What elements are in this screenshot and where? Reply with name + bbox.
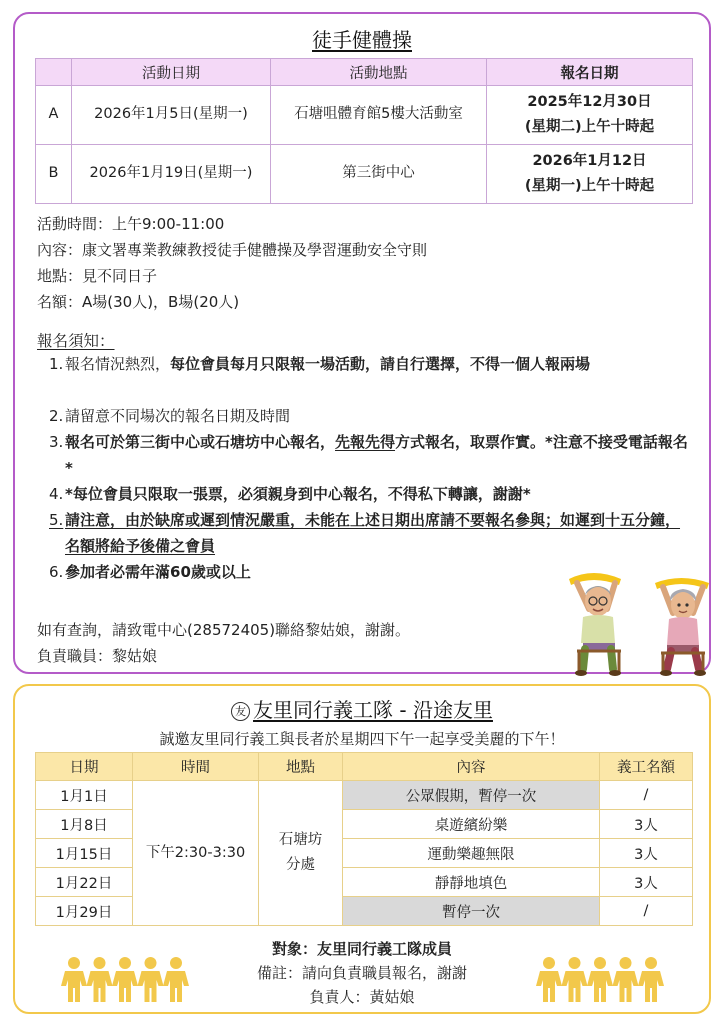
row-date: 1月15日 xyxy=(36,839,133,868)
person-figure-icon xyxy=(112,957,138,1002)
notice-bold-underline-text: 請注意，由於缺席或遲到情況嚴重，未能在上述日期出席請不要報名參與；如遲到十五分鐘，名額將給予後備之會員 xyxy=(65,511,681,555)
person-figure-icon xyxy=(587,957,613,1002)
venue-line2: 分處 xyxy=(286,857,315,873)
person-figure-icon xyxy=(638,957,664,1002)
session-venue: 石塘咀體育館5樓大活動室 xyxy=(271,86,487,145)
row-quota: 3人 xyxy=(600,868,693,897)
row-date: 1月1日 xyxy=(36,781,133,810)
section-title: 徒手健體操 xyxy=(312,28,412,52)
section-subtitle: 誠邀友里同行義工與長者於星期四下午一起享受美麗的下午！ xyxy=(159,730,565,748)
notice-text: 請留意不同場次的報名日期及時間 xyxy=(65,407,291,425)
row-date: 1月29日 xyxy=(36,897,133,926)
row-content: 桌遊繽紛樂 xyxy=(343,810,600,839)
table-header-row xyxy=(36,59,693,86)
registration-date-line1: 2026年1月12日 xyxy=(532,152,647,169)
row-quota: / xyxy=(600,781,693,810)
table-row xyxy=(36,145,693,204)
registration-date-line2: (星期一)上午十時起 xyxy=(524,178,655,194)
notice-title: 報名須知： xyxy=(37,332,115,350)
enquiry-text: 如有查詢，請致電中心(28572405)聯絡黎姑娘，謝謝。 xyxy=(37,621,411,639)
person-figure-icon xyxy=(61,957,87,1002)
staff-text: 負責職員：黎姑娘 xyxy=(37,647,158,665)
row-date: 1月8日 xyxy=(36,810,133,839)
notice-bold-text: 每位會員每月只限報一場活動，請自行選擇，不得一個人報兩場 xyxy=(170,355,591,373)
notice-item-3 xyxy=(49,429,689,481)
notice-bold-text: 參加者必需年滿60歲或以上 xyxy=(65,563,251,581)
registration-date xyxy=(487,86,693,145)
people-group-icon xyxy=(61,956,189,1004)
session-venue: 第三街中心 xyxy=(271,145,487,204)
notice-item-1 xyxy=(49,351,669,377)
elderly-exercise-icon xyxy=(563,569,721,681)
table-row xyxy=(36,86,693,145)
row-quota: 3人 xyxy=(600,839,693,868)
notice-number: 2. xyxy=(49,407,64,425)
exercise-section xyxy=(13,12,711,674)
table-header-date: 日期 xyxy=(36,753,133,781)
elderly-man-icon xyxy=(569,573,621,676)
row-content: 公眾假期，暫停一次 xyxy=(343,781,600,810)
table-header-blank xyxy=(36,59,72,86)
notice-bold-text: 報名可於第三街中心或石塘坊中心報名， xyxy=(65,433,336,451)
friend-badge-icon: 友 xyxy=(231,702,250,721)
volunteer-section xyxy=(13,684,711,1014)
notice-item-2 xyxy=(49,403,709,429)
notice-number: 1. xyxy=(49,355,64,373)
table-header-row xyxy=(36,753,693,781)
person-figure-icon xyxy=(536,957,562,1002)
notice-number: 3. xyxy=(49,433,64,451)
session-date: 2026年1月5日(星期一) xyxy=(72,86,271,145)
section-title xyxy=(15,694,709,723)
notice-item-5 xyxy=(49,507,689,559)
session-id: B xyxy=(36,145,72,204)
row-content: 暫停一次 xyxy=(343,897,600,926)
person-figure-icon xyxy=(613,957,639,1002)
row-content: 運動樂趣無限 xyxy=(343,839,600,868)
registration-date-line2: (星期二)上午十時起 xyxy=(524,119,655,135)
notice-number: 5. xyxy=(49,511,64,529)
notice-underline-text: 先報先得 xyxy=(335,433,396,451)
info-location: 地點：見不同日子 xyxy=(37,267,158,285)
info-quota: 名額：A場(30人)，B場(20人) xyxy=(37,293,240,311)
row-content: 靜靜地填色 xyxy=(343,868,600,897)
notice-bold-text: 方式報名，取票作實。*注意不接受電話報名* xyxy=(65,433,688,477)
registration-date-line1: 2025年12月30日 xyxy=(527,93,652,110)
registration-date xyxy=(487,145,693,204)
row-date: 1月22日 xyxy=(36,868,133,897)
person-figure-icon xyxy=(138,957,164,1002)
info-content: 內容：康文署專業教練教授徒手健體操及學習運動安全守則 xyxy=(37,241,428,259)
info-time: 活動時間：上午9:00-11:00 xyxy=(37,215,225,233)
person-figure-icon xyxy=(562,957,588,1002)
person-figure-icon xyxy=(163,957,189,1002)
notice-text: 報名情況熱烈， xyxy=(65,355,171,373)
notice-number: 6. xyxy=(49,563,64,581)
table-header-time: 時間 xyxy=(133,753,259,781)
row-quota: 3人 xyxy=(600,810,693,839)
table-header-venue: 活動地點 xyxy=(271,59,487,86)
row-quota: / xyxy=(600,897,693,926)
person-figure-icon xyxy=(87,957,113,1002)
session-time: 下午2:30-3:30 xyxy=(133,781,259,926)
notice-item-4 xyxy=(49,481,709,507)
venue-line1: 石塘坊 xyxy=(278,832,323,849)
target-text: 對象：友里同行義工隊成員 xyxy=(271,940,452,958)
people-group-icon xyxy=(536,956,664,1004)
remark-text: 備註：請向負責職員報名，謝謝 xyxy=(256,964,467,982)
table-header-content: 內容 xyxy=(343,753,600,781)
volunteer-schedule-table xyxy=(35,752,693,926)
table-header-quota: 義工名額 xyxy=(600,753,693,781)
person-in-charge-text: 負責人：黃姑娘 xyxy=(309,988,415,1006)
notice-bold-text: *每位會員只限取一張票，必須親身到中心報名，不得私下轉讓，謝謝* xyxy=(65,485,531,503)
session-venue xyxy=(259,781,343,926)
session-id: A xyxy=(36,86,72,145)
table-header-date: 活動日期 xyxy=(72,59,271,86)
session-date: 2026年1月19日(星期一) xyxy=(72,145,271,204)
table-header-registration: 報名日期 xyxy=(487,59,693,86)
section-title-text: 友里同行義工隊 - 沿途友里 xyxy=(253,698,493,722)
table-row xyxy=(36,781,693,810)
elderly-woman-icon xyxy=(655,578,709,676)
table-header-venue: 地點 xyxy=(259,753,343,781)
notice-number: 4. xyxy=(49,485,64,503)
exercise-schedule-table xyxy=(35,58,693,204)
